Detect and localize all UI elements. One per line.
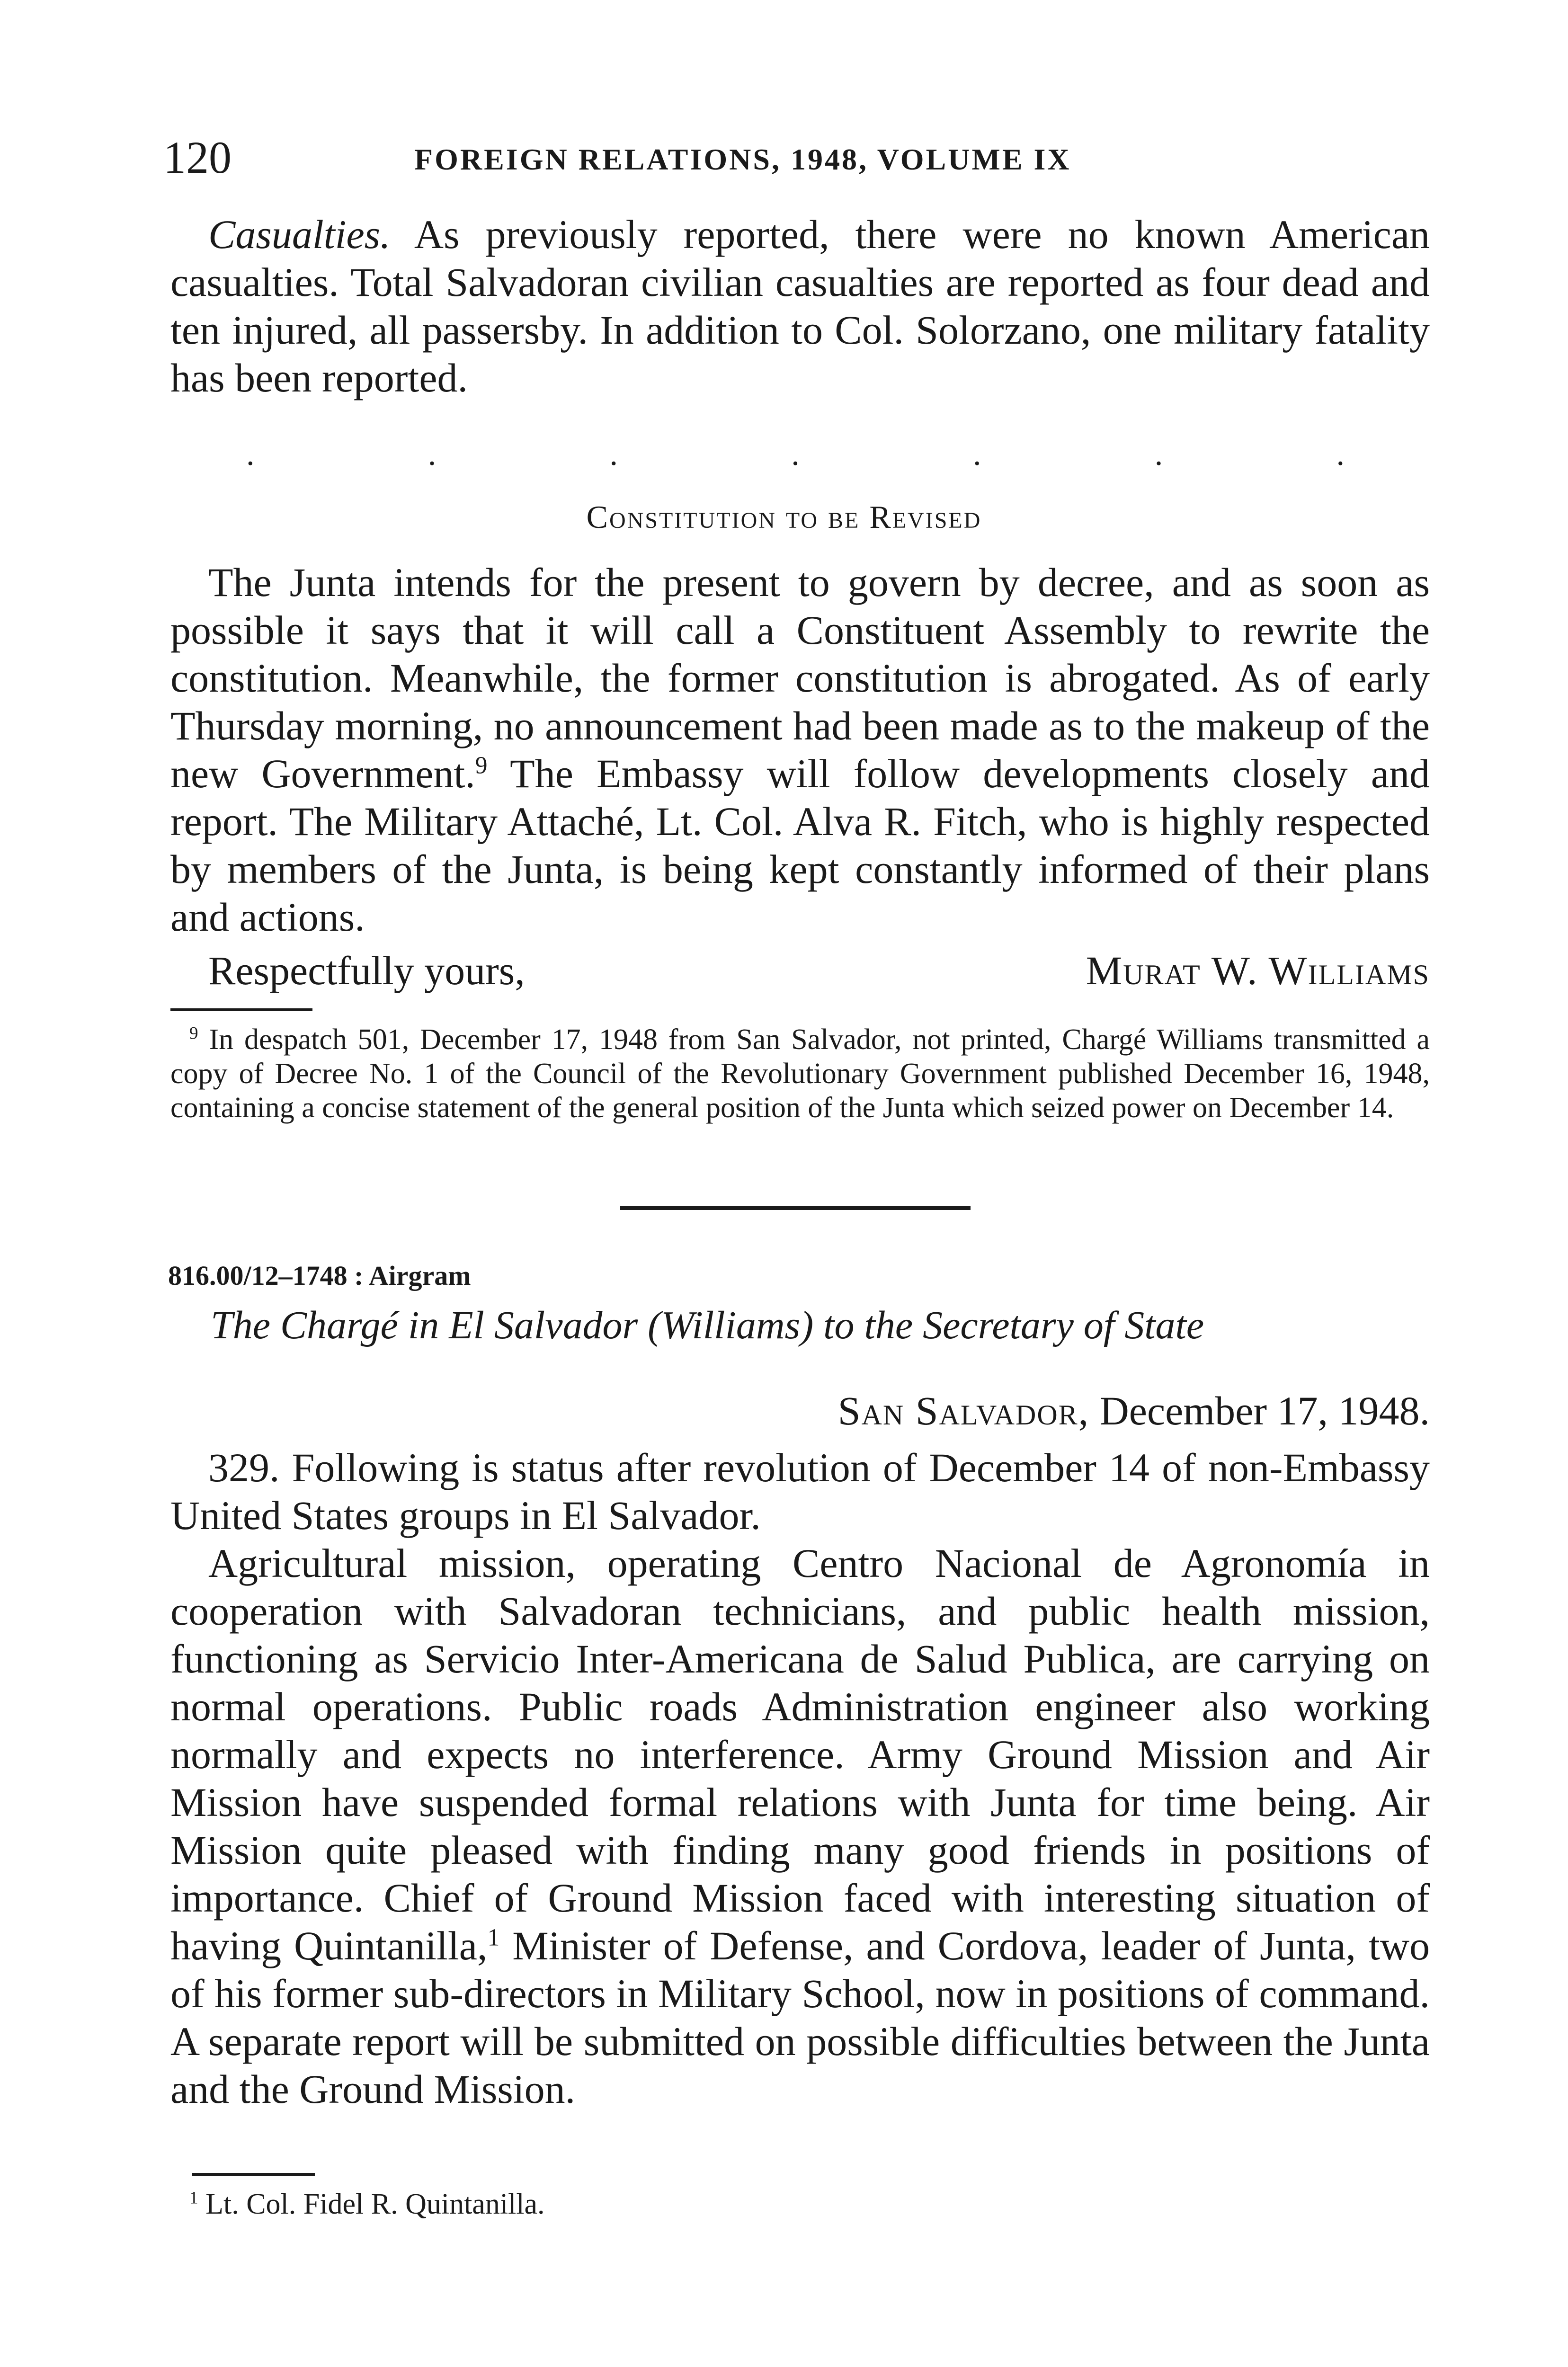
section-heading: Constitution to be Revised [586, 499, 982, 535]
section-divider [620, 1206, 971, 1210]
dateline-place: San Salvador, [837, 1388, 1090, 1433]
footnote-ref-1: 1 [487, 1924, 500, 1951]
dot: . [973, 436, 981, 472]
airgram-paragraph-2 [170, 1539, 1430, 2113]
salutation: Respectfully yours, [208, 948, 525, 993]
ellipsis-dots [246, 436, 1345, 473]
dot: . [791, 436, 800, 472]
dot: . [1154, 436, 1163, 472]
dateline [838, 1387, 1430, 1434]
footnote-9-text: In despatch 501, December 17, 1948 from San Salvador, not printed, Chargé Williams transmitted a copy of Decree No. 1 of the Council of the Revolutionary Government published December 16, 1948, containing a concise statement of the general position of the Junta which seized power on December 14. [170, 1023, 1430, 1124]
file-reference: 816.00/12–1748 : Airgram [168, 1260, 471, 1291]
footnote-1-mark: 1 [189, 2188, 198, 2208]
footnote-9-mark: 9 [189, 1023, 198, 1043]
dot: . [428, 436, 437, 472]
constitution-text: The Junta intends for the present to govern by decree, and as soon as possible it says that it will call a Constituent Assembly to rewrite the constitution. Meanwhile, the former constitution is abrogated. As of early Thursday morning, no announcement had been made as to the makeup of the new Government. [170, 560, 1430, 796]
footnote-rule [170, 1008, 312, 1011]
casualties-text: As previously reported, there were no known American casualties. Total Salvadoran civilian casualties are reported as four dead and ten injured, all passersby. In addition to Col. Solorzano, one military fatality has been reported. [170, 212, 1430, 400]
document-title: The Chargé in El Salvador (Williams) to the Secretary of State [211, 1303, 1204, 1347]
footnote-1-text: Lt. Col. Fidel R. Quintanilla. [205, 2188, 545, 2220]
footnote-rule-2 [192, 2173, 315, 2176]
casualties-paragraph [170, 211, 1430, 402]
footnote-1 [170, 2187, 1430, 2221]
airgram-paragraph-2-text: Agricultural mission, operating Centro Nacional de Agronomía in cooperation with Salvadoran technicians, and public health mission, functioning as Servicio Inter-Americana de Salud Publica, are carrying on normal operations. Public roads Administration engineer also working normally and expects no interference. Army Ground Mission and Air Mission have suspended formal relations with Junta for time being. Air Mission quite pleased with finding many good friends in positions of importance. Chief of Ground Mission faced with interesting situation of having Quintanilla, [170, 1540, 1430, 1968]
constitution-paragraph [170, 559, 1430, 941]
airgram-paragraph-1: 329. Following is status after revolution of December 14 of non-Embassy United States groups in El Salvador. [170, 1445, 1430, 1538]
page-header [163, 132, 1432, 184]
footnote-9 [170, 1023, 1430, 1125]
dot: . [1336, 436, 1345, 472]
footnote-ref-9: 9 [475, 752, 488, 779]
airgram-body [170, 1444, 1430, 2113]
airgram-paragraph-2-continued: Minister of Defense, and Cordova, leader of Junta, two of his former sub-directors in Military School, now in positions of command. A separate report will be submitted on possible difficulties between the Junta and the Ground Mission. [170, 1923, 1430, 2112]
dateline-date: December 17, 1948. [1089, 1388, 1430, 1433]
signer-name: Murat W. Williams [1086, 948, 1430, 993]
casualties-lead: Casualties. [208, 212, 391, 257]
constitution-text-continued: The Embassy will follow developments closely and report. The Military Attaché, Lt. Col. Alva R. Fitch, who is highly respected by members of the Junta, is being kept constantly informed of their plans and actions. [170, 751, 1430, 940]
running-head: FOREIGN RELATIONS, 1948, VOLUME IX [414, 142, 1071, 176]
page-number: 120 [163, 132, 232, 183]
dot: . [609, 436, 618, 472]
dot: . [246, 436, 255, 472]
